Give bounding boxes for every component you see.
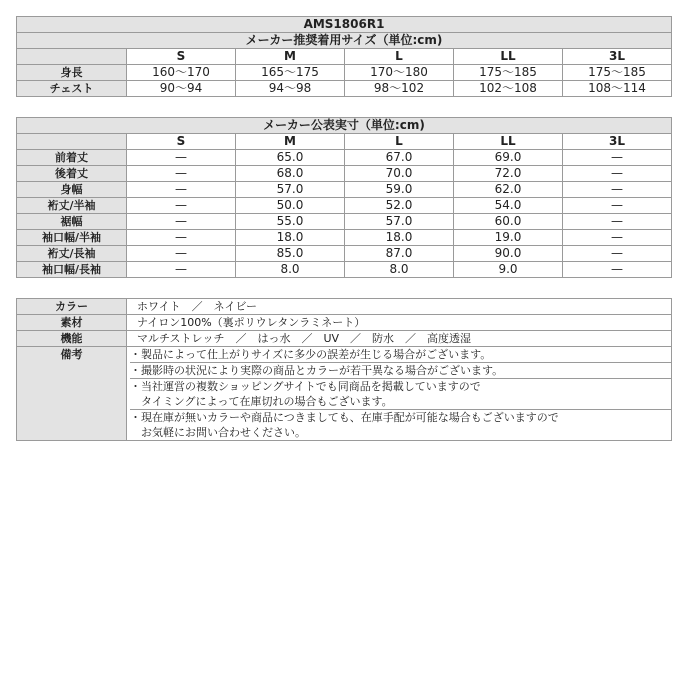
product-spec-table bbox=[16, 298, 672, 441]
size-label: S bbox=[127, 49, 236, 65]
row-label: 裄丈/半袖 bbox=[17, 198, 127, 214]
note-line: ・製品によって仕上がりサイズに多少の誤差が生じる場合がございます。 bbox=[130, 348, 492, 361]
table-cell: 8.0 bbox=[236, 262, 345, 278]
note-line: ・撮影時の状況により実際の商品とカラーが若干異なる場合がございます。 bbox=[130, 364, 504, 377]
table-row bbox=[17, 150, 672, 166]
table-cell: — bbox=[127, 246, 236, 262]
row-label: チェスト bbox=[17, 81, 127, 97]
function-label: 機能 bbox=[17, 331, 127, 347]
table-cell: 57.0 bbox=[345, 214, 454, 230]
table-row bbox=[17, 81, 672, 97]
table-cell: 55.0 bbox=[236, 214, 345, 230]
size-header-row bbox=[17, 134, 672, 150]
table-row bbox=[17, 262, 672, 278]
table-cell: 65.0 bbox=[236, 150, 345, 166]
row-label: 裾幅 bbox=[17, 214, 127, 230]
table-cell: 9.0 bbox=[454, 262, 563, 278]
material-label: 素材 bbox=[17, 315, 127, 331]
table-cell: — bbox=[127, 230, 236, 246]
table-cell: 54.0 bbox=[454, 198, 563, 214]
table-row bbox=[17, 198, 672, 214]
table-cell: — bbox=[563, 150, 672, 166]
table-cell: 62.0 bbox=[454, 182, 563, 198]
table-cell: 18.0 bbox=[345, 230, 454, 246]
table-row bbox=[17, 347, 672, 441]
table-cell: — bbox=[127, 150, 236, 166]
table-cell: 98〜102 bbox=[345, 81, 454, 97]
size-label: L bbox=[345, 49, 454, 65]
table-row bbox=[17, 230, 672, 246]
size-label: S bbox=[127, 134, 236, 150]
table-row bbox=[17, 214, 672, 230]
table-cell: 175〜185 bbox=[563, 65, 672, 81]
corner-cell bbox=[17, 134, 127, 150]
table-cell: — bbox=[563, 262, 672, 278]
table-cell: — bbox=[563, 246, 672, 262]
table-cell: 175〜185 bbox=[454, 65, 563, 81]
table-row bbox=[17, 246, 672, 262]
table-cell: 165〜175 bbox=[236, 65, 345, 81]
table-cell: 160〜170 bbox=[127, 65, 236, 81]
note-item bbox=[130, 363, 671, 379]
size-label: L bbox=[345, 134, 454, 150]
table-cell: 50.0 bbox=[236, 198, 345, 214]
size-label: 3L bbox=[563, 134, 672, 150]
table-cell: — bbox=[563, 214, 672, 230]
table-cell: — bbox=[563, 230, 672, 246]
table-cell: 59.0 bbox=[345, 182, 454, 198]
table-cell: — bbox=[563, 166, 672, 182]
table-cell: 68.0 bbox=[236, 166, 345, 182]
color-label: カラー bbox=[17, 299, 127, 315]
size-header-row bbox=[17, 49, 672, 65]
table-cell: 70.0 bbox=[345, 166, 454, 182]
table-cell: — bbox=[127, 198, 236, 214]
row-label: 後着丈 bbox=[17, 166, 127, 182]
notes-label: 備考 bbox=[17, 347, 127, 441]
product-code: AMS1806R1 bbox=[17, 17, 672, 33]
table-cell: 90〜94 bbox=[127, 81, 236, 97]
table-row bbox=[17, 315, 672, 331]
table-cell: 57.0 bbox=[236, 182, 345, 198]
size-label: M bbox=[236, 134, 345, 150]
table-row bbox=[17, 299, 672, 315]
table-row bbox=[17, 331, 672, 347]
table-cell: 18.0 bbox=[236, 230, 345, 246]
row-label: 前着丈 bbox=[17, 150, 127, 166]
table-cell: 19.0 bbox=[454, 230, 563, 246]
table-cell: 60.0 bbox=[454, 214, 563, 230]
table-cell: 90.0 bbox=[454, 246, 563, 262]
table-cell: 72.0 bbox=[454, 166, 563, 182]
note-line: タイミングによって在庫切れの場合もございます。 bbox=[130, 395, 393, 408]
note-line: ・現在庫が無いカラーや商品につきましても、在庫手配が可能な場合もございますので bbox=[130, 411, 559, 424]
size-label: LL bbox=[454, 134, 563, 150]
row-label: 袖口幅/長袖 bbox=[17, 262, 127, 278]
row-label: 身幅 bbox=[17, 182, 127, 198]
color-value: ホワイト ／ ネイビー bbox=[127, 299, 672, 315]
actual-measurement-rows bbox=[17, 150, 672, 278]
note-line: お気軽にお問い合わせください。 bbox=[130, 426, 306, 439]
table-cell: — bbox=[127, 262, 236, 278]
recommended-size-title: メーカー推奨着用サイズ（単位:cm) bbox=[17, 33, 672, 49]
row-label: 身長 bbox=[17, 65, 127, 81]
table-cell: 87.0 bbox=[345, 246, 454, 262]
size-label: M bbox=[236, 49, 345, 65]
material-value: ナイロン100%（裏ポリウレタンラミネート） bbox=[127, 315, 672, 331]
table-cell: 85.0 bbox=[236, 246, 345, 262]
table-cell: 52.0 bbox=[345, 198, 454, 214]
corner-cell bbox=[17, 49, 127, 65]
table-cell: 170〜180 bbox=[345, 65, 454, 81]
note-item bbox=[130, 410, 671, 440]
function-value: マルチストレッチ ／ はっ水 ／ UV ／ 防水 ／ 高度透湿 bbox=[127, 331, 672, 347]
actual-measurement-table bbox=[16, 117, 672, 278]
row-label: 裄丈/長袖 bbox=[17, 246, 127, 262]
table-cell: — bbox=[563, 198, 672, 214]
table-cell: 94〜98 bbox=[236, 81, 345, 97]
row-label: 袖口幅/半袖 bbox=[17, 230, 127, 246]
table-cell: — bbox=[563, 182, 672, 198]
size-label: LL bbox=[454, 49, 563, 65]
table-cell: 108〜114 bbox=[563, 81, 672, 97]
table-cell: 67.0 bbox=[345, 150, 454, 166]
table-row bbox=[17, 182, 672, 198]
notes-list bbox=[127, 347, 672, 441]
table-cell: — bbox=[127, 182, 236, 198]
table-row bbox=[17, 166, 672, 182]
table-cell: 8.0 bbox=[345, 262, 454, 278]
note-item bbox=[130, 379, 671, 410]
table-cell: — bbox=[127, 214, 236, 230]
table-cell: 69.0 bbox=[454, 150, 563, 166]
note-line: ・当社運営の複数ショッピングサイトでも同商品を掲載していますので bbox=[130, 380, 481, 393]
table-cell: 102〜108 bbox=[454, 81, 563, 97]
table-row bbox=[17, 65, 672, 81]
size-label: 3L bbox=[563, 49, 672, 65]
recommended-size-table bbox=[16, 16, 672, 97]
note-item bbox=[130, 347, 671, 363]
actual-size-title: メーカー公表実寸（単位:cm) bbox=[17, 118, 672, 134]
table-cell: — bbox=[127, 166, 236, 182]
